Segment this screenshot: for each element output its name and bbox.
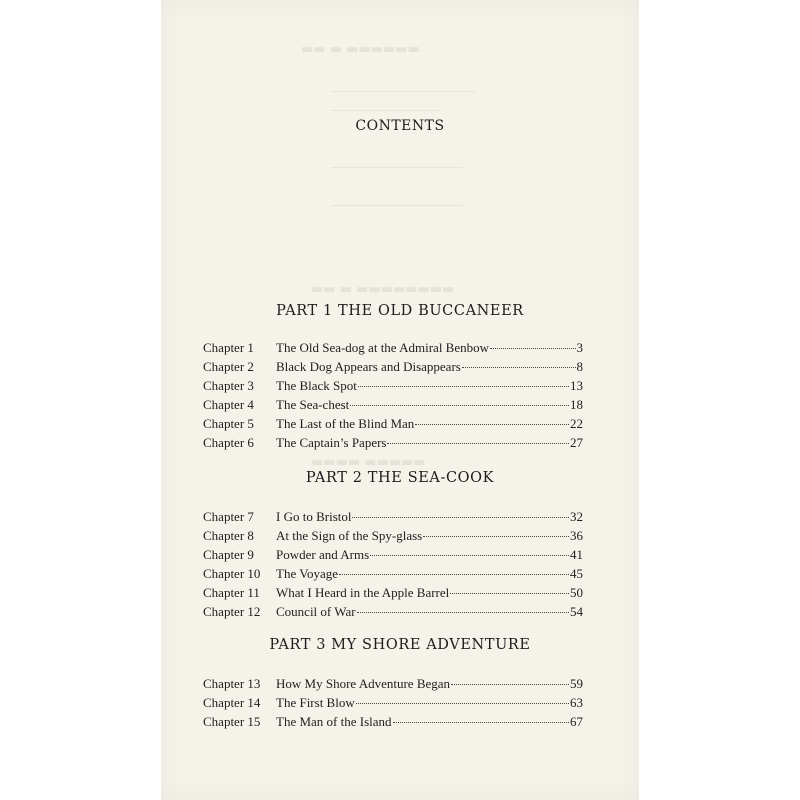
chapter-label: Chapter 9 <box>203 547 254 562</box>
toc-entry <box>203 547 583 566</box>
dot-leader <box>339 574 569 575</box>
page-number: 67 <box>570 714 583 729</box>
chapter-title: The Sea-chest <box>276 397 350 412</box>
chapter-title: The Black Spot <box>276 378 357 393</box>
chapter-label: Chapter 8 <box>203 528 254 543</box>
dot-leader <box>350 405 569 406</box>
chapter-label: Chapter 4 <box>203 397 254 412</box>
toc-entry <box>203 604 583 623</box>
chapter-title: The Last of the Blind Man <box>276 416 415 431</box>
book-page <box>161 0 639 800</box>
chapter-label: Chapter 10 <box>203 566 261 581</box>
toc-entry <box>203 378 583 397</box>
contents-title: CONTENTS <box>355 118 445 134</box>
dot-leader <box>451 684 569 685</box>
chapter-label: Chapter 3 <box>203 378 254 393</box>
toc-entry <box>203 566 583 585</box>
page-number: 27 <box>570 435 583 450</box>
chapter-title: The Voyage <box>276 566 338 581</box>
chapter-title: Powder and Arms <box>276 547 370 562</box>
toc-entry <box>203 509 583 528</box>
chapter-label: Chapter 11 <box>203 585 260 600</box>
chapter-title: Black Dog Appears and Disappears <box>276 359 461 374</box>
toc-entry <box>203 714 583 733</box>
dot-leader <box>393 722 569 723</box>
toc-entry <box>203 435 583 454</box>
chapter-label: Chapter 5 <box>203 416 254 431</box>
dot-leader <box>415 424 569 425</box>
chapter-label: Chapter 1 <box>203 340 254 355</box>
dot-leader <box>490 348 575 349</box>
page-number: 63 <box>570 695 583 710</box>
chapter-label: Chapter 12 <box>203 604 261 619</box>
dot-leader <box>370 555 569 556</box>
toc-entry <box>203 585 583 604</box>
dot-leader <box>356 703 569 704</box>
part-heading: PART 1 THE OLD BUCCANEER <box>276 303 524 319</box>
page-number: 13 <box>570 378 583 393</box>
chapter-label: Chapter 7 <box>203 509 254 524</box>
chapter-label: Chapter 15 <box>203 714 261 729</box>
toc-entry <box>203 416 583 435</box>
page-number: 45 <box>570 566 583 581</box>
toc-entry <box>203 528 583 547</box>
chapter-label: Chapter 13 <box>203 676 261 691</box>
chapter-label: Chapter 6 <box>203 435 254 450</box>
dot-leader <box>423 536 569 537</box>
page-number: 36 <box>570 528 583 543</box>
page-number: 3 <box>576 340 583 355</box>
part-heading: PART 2 THE SEA-COOK <box>305 470 495 486</box>
page-number: 8 <box>576 359 583 374</box>
chapter-label: Chapter 2 <box>203 359 254 374</box>
chapter-title: The Captain’s Papers <box>276 435 387 450</box>
show-through-texture: ▬▬ ▬ ▬▬▬▬▬▬ ―――――――――――― ――――――――― ――――――――――― ――――――――――― ▬▬ ▬ ▬▬▬▬▬▬▬▬ ▬▬▬▬ ▬▬▬▬▬ <box>301 42 475 470</box>
dot-leader <box>462 367 576 368</box>
page-number: 41 <box>570 547 583 562</box>
chapter-title: How My Shore Adventure Began <box>276 676 451 691</box>
chapter-title: What I Heard in the Apple Barrel <box>276 585 450 600</box>
dot-leader <box>450 593 569 594</box>
toc-entry <box>203 676 583 695</box>
page-number: 22 <box>570 416 583 431</box>
page-number: 50 <box>570 585 583 600</box>
chapter-title: I Go to Bristol <box>276 509 352 524</box>
toc-entry <box>203 359 583 378</box>
chapter-title: Council of War <box>276 604 356 619</box>
part-heading: PART 3 MY SHORE ADVENTURE <box>269 637 531 653</box>
chapter-title: At the Sign of the Spy-glass <box>276 528 423 543</box>
page-number: 59 <box>570 676 583 691</box>
chapter-title: The Man of the Island <box>276 714 392 729</box>
dot-leader <box>387 443 569 444</box>
dot-leader <box>358 386 569 387</box>
chapter-label: Chapter 14 <box>203 695 261 710</box>
page-number: 54 <box>570 604 583 619</box>
toc-entry <box>203 695 583 714</box>
toc-entry <box>203 397 583 416</box>
page-number: 18 <box>570 397 583 412</box>
chapter-title: The First Blow <box>276 695 355 710</box>
dot-leader <box>357 612 569 613</box>
chapter-title: The Old Sea-dog at the Admiral Benbow <box>276 340 490 355</box>
page-number: 32 <box>570 509 583 524</box>
toc-entry <box>203 340 583 359</box>
dot-leader <box>352 517 569 518</box>
